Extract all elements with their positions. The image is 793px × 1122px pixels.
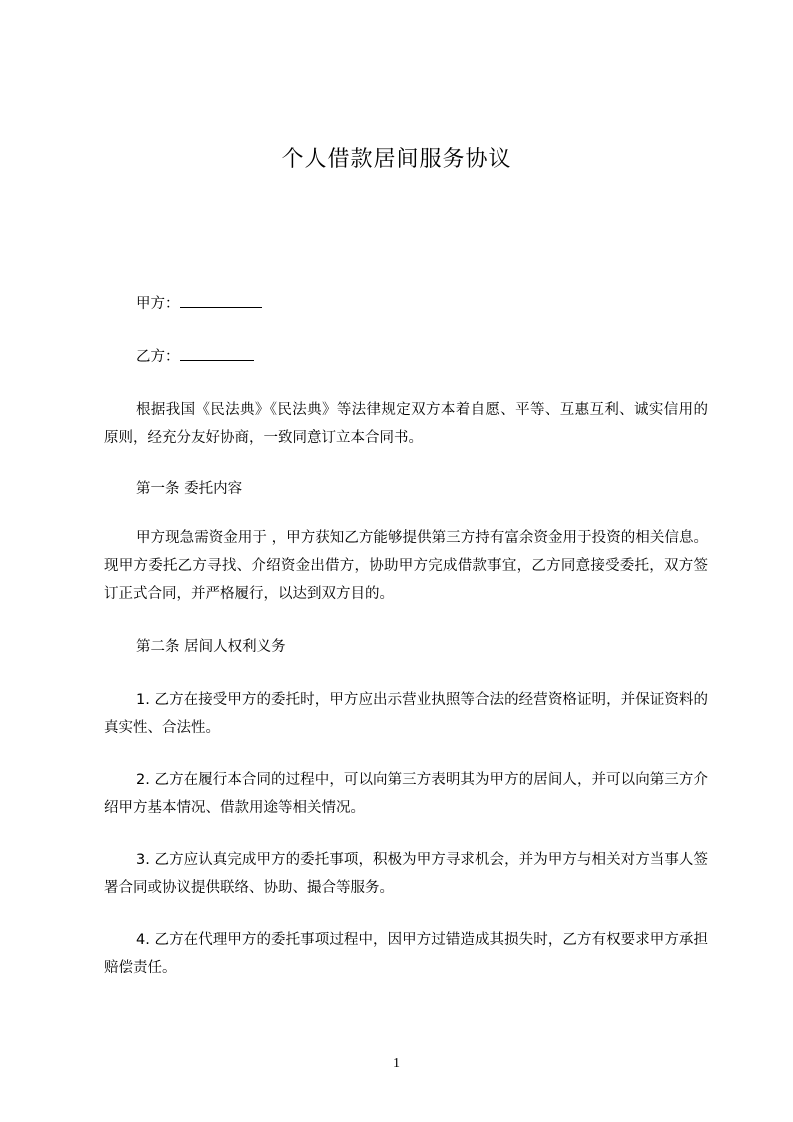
article-2-item-4: 4. 乙方在代理甲方的委托事项过程中，因甲方过错造成其损失时，乙方有权要求甲方承担赔偿责任。 bbox=[104, 932, 708, 976]
article-2-heading: 第二条 居间人权利义务 bbox=[136, 639, 286, 655]
article-2-item-1: 1. 乙方在接受甲方的委托时，甲方应出示营业执照等合法的经营资格证明，并保证资料的真实性、合法性。 bbox=[104, 692, 708, 736]
article-1-body: 甲方现急需资金用于 ，甲方获知乙方能够提供第三方持有富余资金用于投资的相关信息。现甲方委托乙方寻找、介绍资金出借方，协助甲方完成借款事宜，乙方同意接受委托，双方签订正式合同，并严格履行，以达到双方目的。 bbox=[104, 530, 708, 602]
article-2-item-2: 2. 乙方在履行本合同的过程中，可以向第三方表明其为甲方的居间人，并可以向第三方介绍甲方基本情况、借款用途等相关情况。 bbox=[104, 772, 708, 816]
party-b-blank bbox=[180, 345, 254, 361]
party-a-label: 甲方： bbox=[136, 296, 180, 312]
intro-paragraph: 根据我国《民法典》《民法典》等法律规定双方本着自愿、平等、互惠互利、诚实信用的原则，经充分友好协商，一致同意订立本合同书。 bbox=[104, 402, 708, 446]
party-a-blank bbox=[180, 292, 262, 308]
party-b-line bbox=[136, 345, 254, 367]
article-2-item-3: 3. 乙方应认真完成甲方的委托事项，积极为甲方寻求机会，并为甲方与相关对方当事人签署合同或协议提供联络、协助、撮合等服务。 bbox=[104, 852, 708, 896]
article-1-heading: 第一条 委托内容 bbox=[136, 481, 243, 497]
page-number: 1 bbox=[393, 1056, 400, 1071]
document-title: 个人借款居间服务协议 bbox=[281, 147, 512, 172]
party-a-line bbox=[136, 292, 262, 314]
party-b-label: 乙方： bbox=[136, 349, 180, 365]
